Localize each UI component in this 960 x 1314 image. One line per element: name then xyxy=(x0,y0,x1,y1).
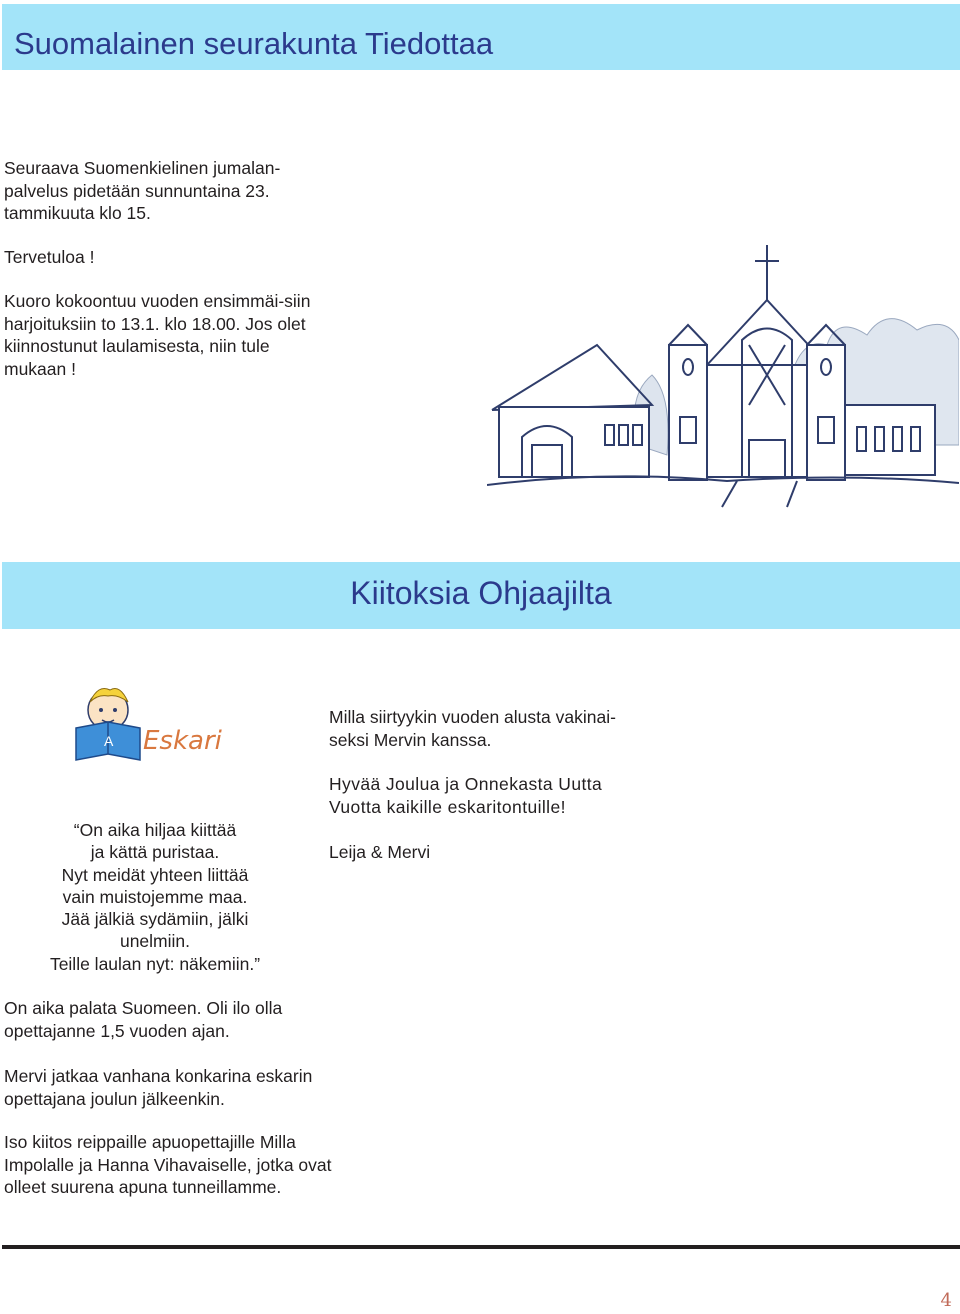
farewell-paragraph: On aika palata Suomeen. Oli ilo olla opettajanne 1,5 vuoden ajan. xyxy=(4,998,283,1041)
milla-paragraph: Milla siirtyykin vuoden alusta vakinai-seksi Mervin kanssa. xyxy=(329,707,616,750)
section-title: Kiitoksia Ohjaajilta xyxy=(350,575,612,611)
poem-line: Teille laulan nyt: näkemiin.” xyxy=(49,953,261,974)
mervi-paragraph: Mervi jatkaa vanhana konkarina eskarin opettajana joulun jälkeenkin. xyxy=(4,1066,313,1109)
poem-line: vain muistojemme maa. xyxy=(62,886,248,907)
church-illustration xyxy=(487,245,959,530)
poem-line: unelmiin. xyxy=(119,931,191,952)
poem-line: Jää jälkiä sydämiin, jälki xyxy=(61,909,249,930)
poem-line: ja kättä puristaa. xyxy=(90,842,220,863)
poem xyxy=(20,819,290,975)
page-number: 4 xyxy=(940,1290,952,1311)
section-banner xyxy=(2,562,960,629)
welcome-text: Tervetuloa ! xyxy=(4,247,95,267)
book-letter: A xyxy=(104,733,114,749)
greeting-paragraph: Hyvää Joulua ja Onnekasta Uutta Vuotta kaikille eskaritontuille! xyxy=(329,774,603,817)
thanks-paragraph: Iso kiitos reippaille apuopettajille Milla Impolalle ja Hanna Vihavaiselle, jotka ovat olleet suurena apuna tunneillamme. xyxy=(4,1132,332,1197)
page-title: Suomalainen seurakunta Tiedottaa xyxy=(14,26,494,61)
poem-line: “On aika hiljaa kiittää xyxy=(73,820,237,840)
choir-announcement: Kuoro kokoontuu vuoden ensimmäi-siin harjoituksiin to 13.1. klo 18.00. Jos olet kiinnostunut laulamisesta, niin tule mukaan ! xyxy=(4,291,311,379)
signature: Leija & Mervi xyxy=(329,842,431,862)
footer-divider xyxy=(2,1245,960,1249)
header-banner xyxy=(2,4,960,70)
eskari-logo-text: Eskari xyxy=(143,726,222,756)
poem-line: Nyt meidät yhteen liittää xyxy=(61,864,249,885)
service-announcement: Seuraava Suomenkielinen jumalan-palvelus pidetään sunnuntaina 23. tammikuuta klo 15. xyxy=(4,158,281,223)
eskari-logo xyxy=(68,682,233,764)
